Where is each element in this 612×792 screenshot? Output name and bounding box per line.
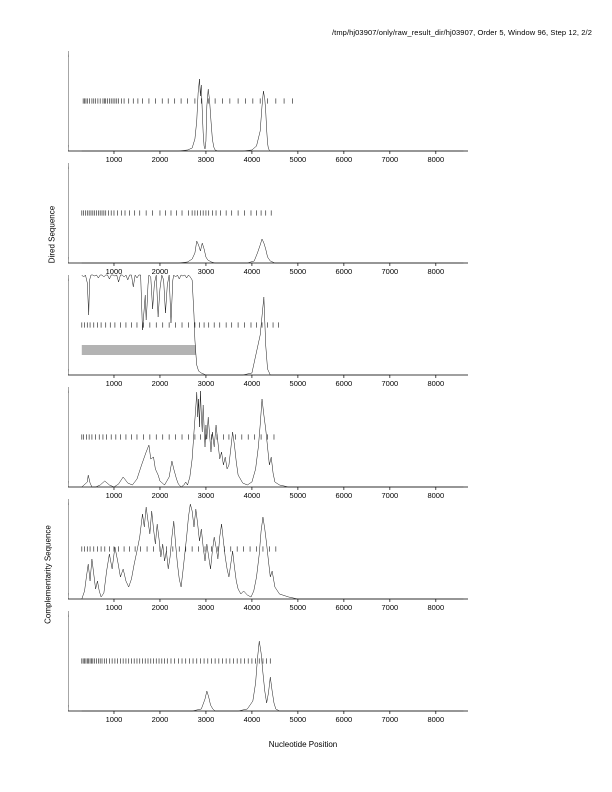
x-tick-label: 6000 [335, 267, 353, 276]
panel-plot-2 [68, 162, 538, 282]
x-tick-label: 5000 [289, 379, 307, 388]
x-tick-label: 4000 [243, 155, 261, 164]
x-tick-label: 4000 [243, 603, 261, 612]
chart-panel-2 [68, 162, 538, 276]
chart-panel-1 [68, 50, 538, 164]
y-axis-label-dired: Dired Sequence [47, 205, 57, 264]
x-tick-label: 3000 [197, 155, 215, 164]
x-tick-label: 6000 [335, 603, 353, 612]
x-tick-label: 7000 [381, 155, 399, 164]
x-tick-label: 7000 [381, 267, 399, 276]
chart-panel-5 [68, 498, 538, 612]
x-tick-label: 1000 [105, 379, 123, 388]
data-trace [82, 239, 464, 263]
x-tick-label: 8000 [427, 603, 445, 612]
x-tick-label: 6000 [335, 155, 353, 164]
x-tick-label: 5000 [289, 715, 307, 724]
x-tick-label: 2000 [151, 715, 169, 724]
x-tick-label: 6000 [335, 491, 353, 500]
data-trace [82, 391, 464, 487]
x-tick-label: 2000 [151, 379, 169, 388]
x-tick-label: 4000 [243, 491, 261, 500]
x-tick-label: 2000 [151, 491, 169, 500]
panel-plot-6 [68, 610, 538, 730]
x-tick-label: 7000 [381, 715, 399, 724]
x-tick-label: 7000 [381, 603, 399, 612]
x-tick-label: 5000 [289, 603, 307, 612]
panel-plot-4 [68, 386, 538, 506]
x-tick-label: 5000 [289, 491, 307, 500]
x-tick-label: 6000 [335, 379, 353, 388]
x-tick-label: 3000 [197, 715, 215, 724]
x-tick-label: 4000 [243, 379, 261, 388]
x-tick-label: 1000 [105, 491, 123, 500]
x-tick-label: 8000 [427, 379, 445, 388]
figure-title: /tmp/hj03907/only/raw_result_dir/hj03907, Order 5, Window 96, Step 12, 2/2 [331, 28, 592, 37]
x-tick-label: 5000 [289, 155, 307, 164]
data-trace [82, 275, 390, 375]
panel-plot-1 [68, 50, 538, 170]
data-trace [82, 641, 464, 711]
y-axis-label-complementarity: Complementarity Sequence [43, 525, 53, 624]
x-tick-label: 1000 [105, 155, 123, 164]
x-tick-label: 1000 [105, 603, 123, 612]
x-tick-label: 4000 [243, 267, 261, 276]
x-tick-label: 3000 [197, 267, 215, 276]
x-tick-label: 8000 [427, 715, 445, 724]
x-tick-label: 7000 [381, 491, 399, 500]
panel-plot-5 [68, 498, 538, 618]
x-tick-label: 3000 [197, 379, 215, 388]
x-tick-label: 8000 [427, 267, 445, 276]
x-tick-label: 5000 [289, 267, 307, 276]
x-axis-label: Nucleotide Position [268, 740, 338, 749]
x-tick-label: 2000 [151, 267, 169, 276]
x-tick-label: 3000 [197, 603, 215, 612]
panel-plot-3 [68, 274, 538, 394]
x-tick-label: 4000 [243, 715, 261, 724]
x-tick-label: 6000 [335, 715, 353, 724]
x-tick-label: 8000 [427, 491, 445, 500]
x-tick-label: 2000 [151, 603, 169, 612]
data-trace [82, 79, 464, 151]
data-trace [82, 504, 464, 599]
x-tick-label: 8000 [427, 155, 445, 164]
x-tick-label: 1000 [105, 715, 123, 724]
chart-panel-4 [68, 386, 538, 500]
region-highlight-bar [82, 345, 196, 355]
x-tick-label: 1000 [105, 267, 123, 276]
chart-panel-6 [68, 610, 538, 724]
x-tick-label: 7000 [381, 379, 399, 388]
x-tick-label: 2000 [151, 155, 169, 164]
chart-panel-3 [68, 274, 538, 388]
x-tick-label: 3000 [197, 491, 215, 500]
